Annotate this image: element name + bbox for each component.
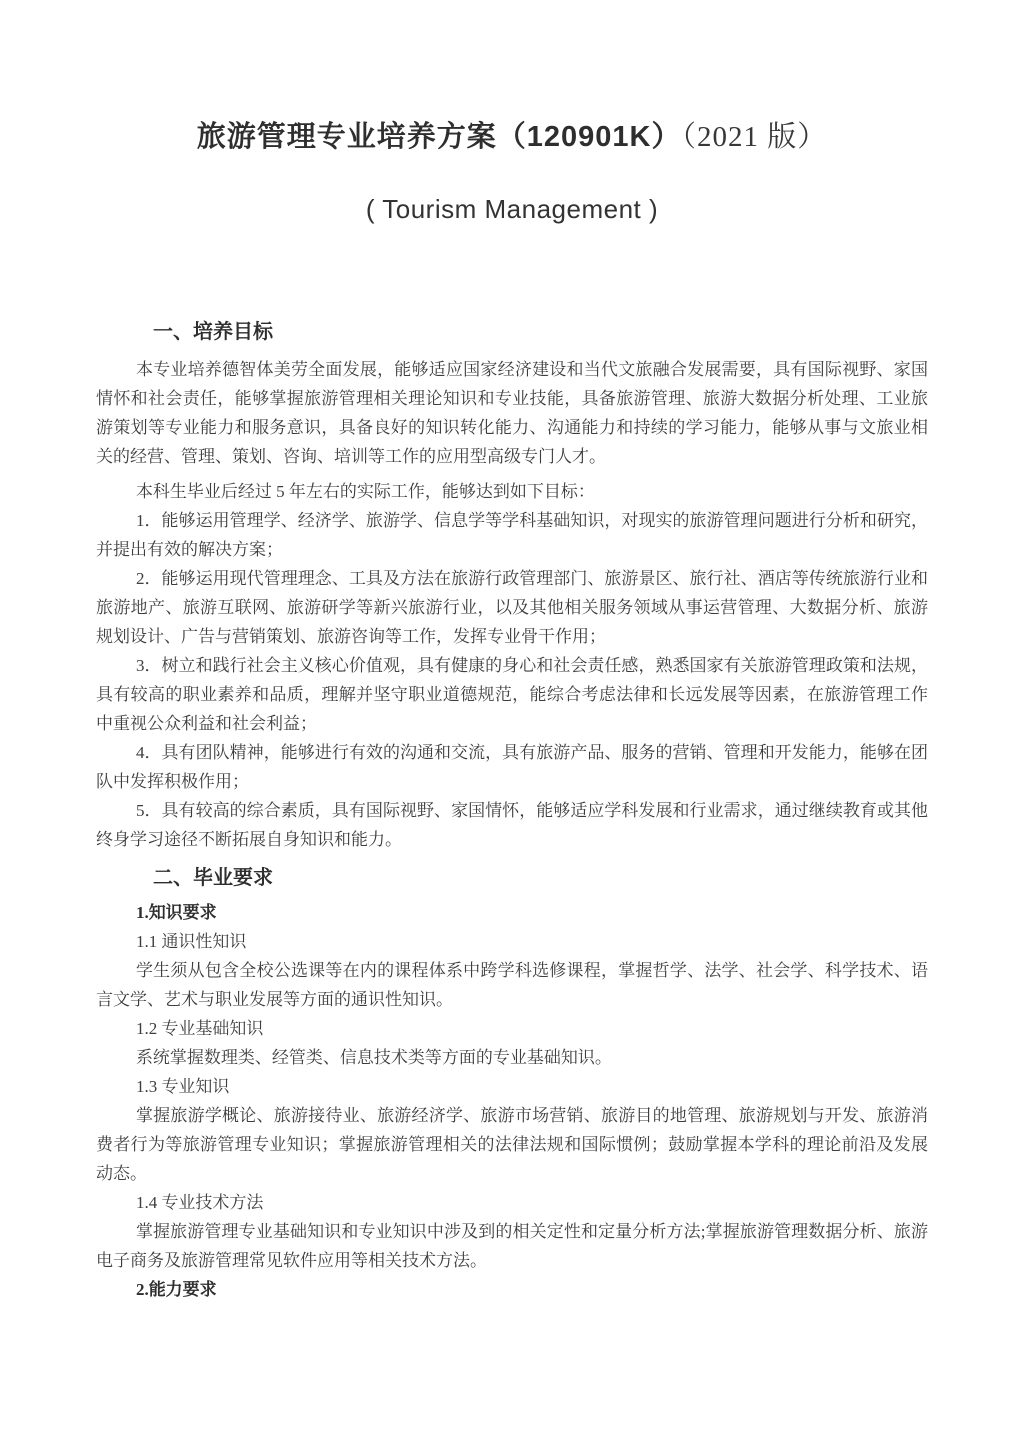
knowledge-item-4-text: 掌握旅游管理专业基础知识和专业知识中涉及到的相关定性和定量分析方法;掌握旅游管理数据分析、旅游电子商务及旅游管理常见软件应用等相关技术方法。	[96, 1222, 928, 1270]
goal-item-1: 1．能够运用管理学、经济学、旅游学、信息学等学科基础知识，对现实的旅游管理问题进行分析和研究，并提出有效的解决方案；	[96, 511, 928, 559]
knowledge-requirements-title: 1.知识要求	[135, 903, 217, 922]
knowledge-item-2-label: 1.2 专业基础知识	[135, 1019, 264, 1038]
ability-requirements-title: 2.能力要求	[135, 1280, 217, 1299]
document-title-main: 旅游管理专业培养方案（120901K）	[196, 121, 682, 153]
section-heading-objectives: 一、培养目标	[153, 321, 273, 343]
goal-item-2: 2．能够运用现代管理理念、工具及方法在旅游行政管理部门、旅游景区、旅行社、酒店等传统旅游行业和旅游地产、旅游互联网、旅游研学等新兴旅游行业，以及其他相关服务领域从事运营管理、大数据分析、旅游规划设计、广告与营销策划、旅游咨询等工作，发挥专业骨干作用；	[96, 569, 928, 646]
goal-item-5: 5．具有较高的综合素质，具有国际视野、家国情怀，能够适应学科发展和行业需求，通过继续教育或其他终身学习途径不断拓展自身知识和能力。	[96, 801, 928, 849]
document-title-edition: （2021 版）	[681, 121, 828, 153]
document-subtitle: ( Tourism Management )	[365, 194, 659, 224]
knowledge-item-3-label: 1.3 专业知识	[135, 1077, 230, 1096]
document-title	[96, 0, 928, 156]
knowledge-item-1-label: 1.1 通识性知识	[135, 932, 247, 951]
knowledge-item-1-text: 学生须从包含全校公选课等在内的课程体系中跨学科选修课程，掌握哲学、法学、社会学、科学技术、语言文学、艺术与职业发展等方面的通识性知识。	[96, 961, 928, 1009]
goal-item-3: 3．树立和践行社会主义核心价值观，具有健康的身心和社会责任感，熟悉国家有关旅游管理政策和法规，具有较高的职业素养和品质，理解并坚守职业道德规范，能综合考虑法律和长远发展等因素，在旅游管理工作中重视公众利益和社会利益；	[96, 656, 928, 733]
knowledge-item-2-text: 系统掌握数理类、经管类、信息技术类等方面的专业基础知识。	[135, 1048, 612, 1067]
knowledge-item-4-label: 1.4 专业技术方法	[135, 1193, 264, 1212]
section-heading-requirements: 二、毕业要求	[153, 867, 273, 889]
objectives-intro-paragraph: 本专业培养德智体美劳全面发展，能够适应国家经济建设和当代文旅融合发展需要，具有国际视野、家国情怀和社会责任，能够掌握旅游管理相关理论知识和专业技能，具备旅游管理、旅游大数据分析处理、工业旅游策划等专业能力和服务意识，具备良好的知识转化能力、沟通能力和持续的学习能力，能够从事与文旅业相关的经营、管理、策划、咨询、培训等工作的应用型高级专门人才。	[96, 360, 928, 466]
knowledge-item-3-text: 掌握旅游学概论、旅游接待业、旅游经济学、旅游市场营销、旅游目的地管理、旅游规划与开发、旅游消费者行为等旅游管理专业知识；掌握旅游管理相关的法律法规和国际惯例；鼓励掌握本学科的理论前沿及发展动态。	[96, 1106, 928, 1183]
goal-item-4: 4．具有团队精神，能够进行有效的沟通和交流，具有旅游产品、服务的营销、管理和开发能力，能够在团队中发挥积极作用；	[96, 743, 928, 791]
objectives-goal-lead: 本科生毕业后经过 5 年左右的实际工作，能够达到如下目标：	[135, 482, 595, 501]
